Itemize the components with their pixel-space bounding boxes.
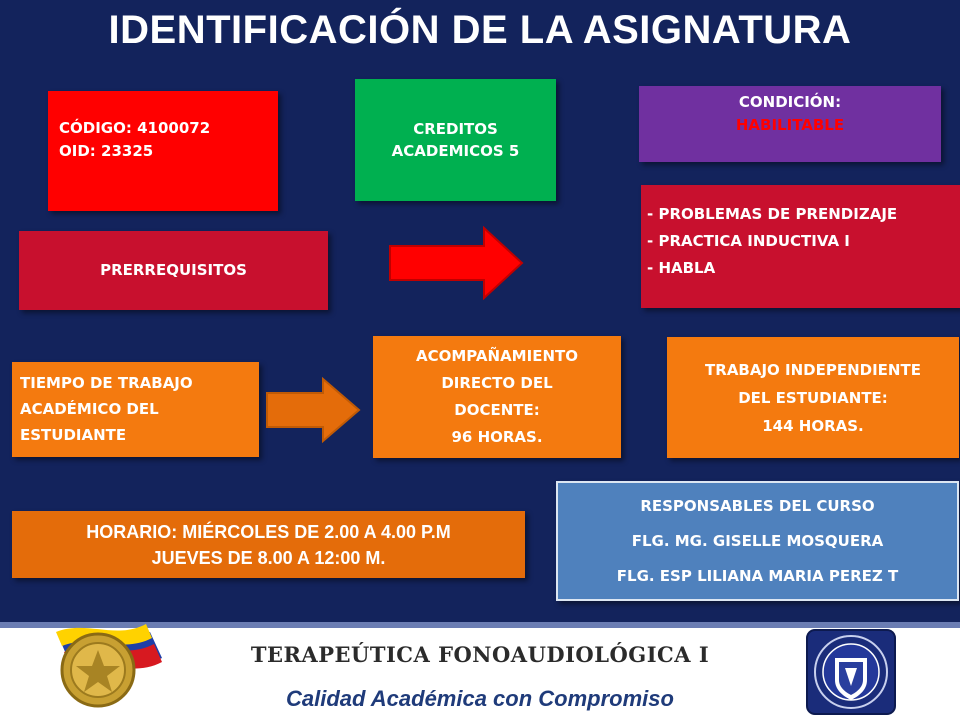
time-box [12, 362, 259, 457]
independent-line: DEL ESTUDIANTE: [738, 388, 888, 407]
condition-box [639, 86, 941, 162]
responsible-person: FLG. ESP LILIANA MARIA PEREZ T [616, 566, 899, 585]
page-title: IDENTIFICACIÓN DE LA ASIGNATURA [108, 8, 852, 52]
schedule-box [12, 511, 525, 578]
condition-value: HABILITABLE [735, 115, 845, 134]
course-title: TERAPEÚTICA FONOAUDIOLÓGICA I [250, 642, 710, 667]
schedule-line: JUEVES DE 8.00 A 12:00 M. [151, 547, 386, 568]
footer-slogan: Calidad Académica con Compromiso [286, 686, 674, 711]
right-arrow-icon [265, 377, 361, 443]
time-line: TIEMPO DE TRABAJO [20, 374, 193, 392]
code-text: CÓDIGO: 4100072 [59, 119, 211, 137]
schedule-line: HORARIO: MIÉRCOLES DE 2.00 A 4.00 P.M [86, 521, 451, 542]
time-line: ESTUDIANTE [20, 426, 127, 444]
direct-hours: 96 HORAS. [451, 428, 543, 446]
responsibles-heading: RESPONSABLES DEL CURSO [640, 496, 875, 515]
responsibles-box [556, 481, 959, 601]
university-crest-icon [805, 628, 897, 716]
prereq-list [641, 185, 960, 308]
direct-line: DOCENTE: [454, 401, 540, 419]
condition-label: CONDICIÓN: [738, 93, 842, 111]
direct-line: DIRECTO DEL [441, 374, 553, 392]
prereq-item: - PROBLEMAS DE PRENDIZAJE [647, 205, 898, 223]
code-box [48, 91, 278, 211]
prereq-item: - PRACTICA INDUCTIVA I [647, 232, 850, 250]
independent-hours: 144 HORAS. [762, 416, 864, 435]
credits-box [355, 79, 556, 201]
prereq-item: - HABLA [647, 259, 716, 277]
independent-hours-box [667, 337, 959, 458]
direct-hours-box [373, 336, 621, 458]
credits-value: ACADEMICOS 5 [391, 142, 520, 160]
prereq-label: PRERREQUISITOS [100, 261, 247, 280]
prereq-box [19, 231, 328, 310]
gold-seal-with-flag-icon [40, 618, 170, 718]
credits-label: CREDITOS [413, 119, 498, 138]
responsible-person: FLG. MG. GISELLE MOSQUERA [631, 531, 884, 550]
direct-line: ACOMPAÑAMIENTO [416, 347, 578, 365]
oid-text: OID: 23325 [59, 141, 154, 160]
right-arrow-icon [388, 226, 526, 300]
time-line: ACADÉMICO DEL [20, 400, 159, 418]
independent-line: TRABAJO INDEPENDIENTE [705, 360, 921, 379]
